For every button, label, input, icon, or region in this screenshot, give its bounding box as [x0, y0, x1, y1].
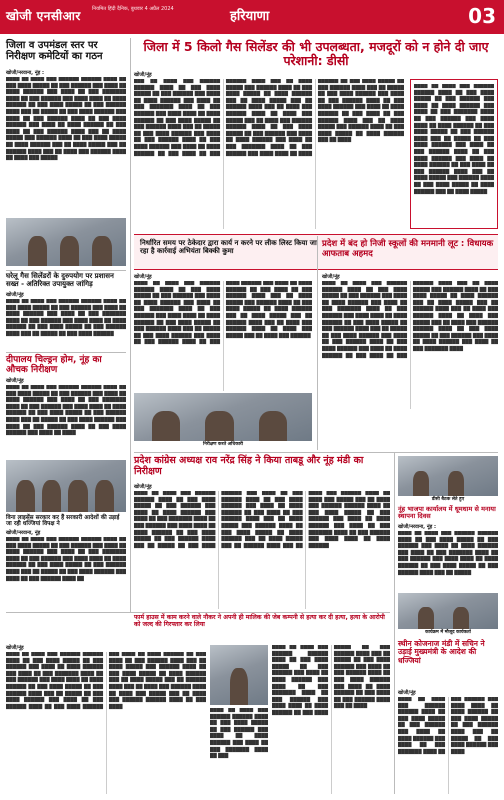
story-headline: प्रदेश कांग्रेस अध्यक्ष राव नरेंद्र सिंह ने किया ताबडू और नूंह मंडी का निरीक्षण [134, 455, 364, 477]
story-body: ████ ██ ████ ███ ██████ ██████ ████ ██ ███ ████ █████ ██ ███ ██████ ███ ████ ██ ████ ██████ ███ ████ ██ ███ ███████ ████ ██ ███ ██████ ███ ████ ████ ██ ████ ██████ ██ ███ ████ █████ ██ ███ ██████ ████ ███ ██ █████ ██ ███ ████ ██████ ███ ████ ██ ███ ██████ ████ ██ ███ ████ ██████ ███ ████ ██ ████ ██████ ██ ███ ████ ██ ███ ██████ ████ ███ ██ ████ █████ ███ ██████ ████ ██ ███ ████ █████ ██ ████ ██████ ███ ██ ████ █████ ███ ██ ██████ ████ ███ ██ ████ ███ ██████ ████ ██ ████ ███ █████ [6, 77, 126, 162]
story-byline: खोजी/नरवाना, नूंह [6, 530, 41, 536]
news-photo [6, 218, 126, 266]
story-body: ████ ██ ████ ███ ██████ ██████ ████ ██ ███ ████ █████ ██ ███ ██████ ███ ████ ██ ████ ██████ ███ ████ ██ ███ ███████ ████ ██ ███ ██████ ███ ████ ████ ██ ████ ██████ ██ ███ ████ █████ ██ ███ ██████ ████ ███ ██ █████ ██ ███ ████ ██████ ███ ████ ██ ███ ██████ ████ ██ [6, 537, 126, 582]
news-photo [6, 460, 126, 512]
story-body: ████ ██ ████ ███ ██████ ██████ ████ ██ ███ ████ █████ ██ ███ ██████ ███ ████ ██ ████ ██████ ███ ████ ██ ███ ███████ ████ ██ ███ ██████ ███ ████ ████ ██ ████ ██████ ██ ███ ████ █████ ██ ███ ██████ ████ ███ ██ █████ ██ ███ ████ ██████ ███ ████ ██ ███ ██████ ████ ██ ███ ████ ██████ ███ ████ ██ ████ [6, 385, 126, 437]
newspaper-logo: खोजी एनसीआर [6, 9, 81, 23]
story-body: ████ ██ ████ ███ ██████ ██████ ████ ██ ███ ████ █████ ██ ███ ██████ ███ ████ ██ ████ ██████ ███ ████ ██ ███ ███████ ████ ██ ███ ██████ ███ ████ ████ ██ ████ ██████ ██ ███ ████ █████ ██ ███ ██████ ████ ███ ██ █████ ██ ███ ████ ██████ ███ ████ ██ ███ ██████ ████ ██ ███ ████ ██████ ███ ████ ██ ████ ██████ ██ ███ ████ ██ ███ ██████ ████ ███ ██ ████ █████ ███ ██████ ████ ██ ███ ████ █████ ██ ████ ██████ ███ ██ ████ █████ [414, 84, 494, 195]
story-body: ████ ██ ████ ███ ██████ ██████ ████ ██ ███ ████ █████ ██ ███ ██████ ███ ████ ██ ████ ██████ ███ ████ ██ ███ ███████ ████ ██ ███ ██████ ███ ████ ████ ██ ████ ██████ ██ ███ ████ █████ ██ ███ ██████ ████ ███ ██ █████ [398, 531, 498, 576]
story-body: ████ ██ ████ ███ ██████ ██████ ████ ██ ███ ████ █████ ██ ███ ██████ ███ ████ ██ ████ ██████ ███ ████ ██ ███ ███████ ████ ██ ███ ██████ ███ ████ ████ ██ ████ ██████ ██ ███ ████ █████ ██ ███ ██████ ████ ███ ██ █████ ██ ███ ████ ██████ ███ ████ ██ ███ ██████ ████ ██ ███ ████ ██████ ███ ████ ██ ████ ██████ ██ ███ ████ ██ ███ ██████ ████ ███ ██ ████ █████ ███ ██████ ████ ██ ███ ████ █████ ██ ████ ██████ ███ ██ ████ █████ ███ ██ ██████ ████ ███ ██ ████ ███ ██████ ████ ██ ████ ███ █████ ███ ██ ████ ███ ██████ ██████ ████ ██ ███ ████ █████ ██ ███ ██████ ███ ████ ██ ████ ██████ ███ ████ ██ ███ ███████ ████ [322, 281, 498, 359]
story-byline: खोजी/नूंह [6, 645, 24, 651]
story-byline: खोजी/नरवाना, नूंह : [6, 70, 44, 76]
story-body: ████ ██ ████ ███ ██████ ██████ ████ ██ ███ ████ █████ ██ ███ ██████ ███ ████ ██ ████ ██████ ███ ████ ██ ███ ███████ ████ ██ ███ ██████ ███ ████ ████ ██ ████ ██████ ██ ███ ████ █████ ██ ███ ██████ ████ ███ ██ █████ ██ ███ ████ ██████ [6, 299, 126, 337]
story-headline: जिला व उपमंडल स्तर पर निरीक्षण कमेटियों का गठन [6, 40, 103, 63]
dateline: नियमित हिंदी दैनिक, बुधवार 4 अप्रैल 2024 [92, 6, 174, 12]
story-headline: फार्म हाउस में काम करने वाले नौकर ने अपनी ही मालिक की जेब कम्पनी से हत्या कर दी हत्या, हत्या के आरोपी को जल्द की गिरफ्तार कर लिया [134, 614, 385, 628]
story-body: ████ ██ ████ ███ ██████ ██████ ████ ██ ███ ████ █████ ██ ███ ██████ ███ ████ ██ ████ ██████ ███ ████ ██ ███ ███████ ████ ██ ███ ██████ ███ ████ ████ ██ ████ ██████ ██ ███ ████ █████ ██ ███ ██████ ████ ███ ██ █████ ██ ███ ████ ██████ ███ ████ [398, 697, 498, 755]
news-photo [210, 645, 268, 705]
photo-caption: निरीक्षण करते अधिकारी [203, 442, 243, 447]
story-byline: खोजी/नूंह [134, 72, 152, 78]
page-number: 03 [468, 4, 496, 28]
story-body: ████ ██ ████ ███ ██████ ██████ ████ ██ ███ ████ █████ ██ ███ ██████ ███ ████ ██ ████ ██████ ███ ████ ██ ███ ███████ ████ ██ ███ ██████ ███ ████ ████ ██ ████ ██████ ██ ███ ████ █████ ██ ███ ██████ ████ ███ ██ █████ ██ ███ ████ ██████ ███ ████ ██ ███ ██████ ████ ██ ███ ████ ██████ ███ ████ ██ ████ ██████ ██ ███ ████ ██ ███ ██████ ████ ███ ██ ████ █████ ███ ██████ ████ ██ ███ ████ █████ ██ ████ ██████ ███ ██ ████ █████ ███ ██ ██████ ████ ███ ██ ████ ███ ██████ ████ ██ ████ ███ █████ ███ ██ ████ ███ ██████ ██████ ████ ██ ███ ████ [6, 652, 206, 710]
photo-caption: डीसी बैठक लेते हुए [431, 497, 465, 502]
story-headline: घरेलू गैस सिलेंडरों के दुरुपयोग पर प्रशासन सख्त - अतिरिक्त उपायुक्त जांगिड़ [6, 272, 114, 288]
masthead [0, 0, 504, 34]
divider [6, 612, 390, 613]
story-body: ████ ██ ████ ███ ██████ ██████ ████ ██ ███ ████ █████ ██ ███ ██████ ███ ████ ██ ████ ██████ ███ ████ ██ ███ ███████ ████ ██ ███ ██████ ███ ████ ████ ██ ████ ██████ ██ ███ ████ █████ ██ ███ ██████ ████ ███ ██ █████ ██ ███ ████ ██████ ███ ████ ██ ███ ██████ ████ ██ ███ ████ ██████ ███ ████ ██ ████ ██████ ██ ███ ████ ██ ███ ██████ ████ ███ ██ ████ [272, 645, 390, 716]
story-headline: निर्धारित समय पर ठेकेदार द्वारा कार्य न करने पर लीक लिस्ट किया जा रहा है कार्रवाई अभियंता बिक्की कुमा [140, 239, 317, 255]
story-byline: खोजी/नूंह [134, 484, 152, 490]
story-byline: खोजी/नूंह [398, 690, 416, 696]
story-byline: खोजी/नूंह [134, 274, 152, 280]
news-photo [398, 593, 498, 629]
story-headline: नूंह भाजपा कार्यालय में धूमधाम से मनाया स्थापना दिवस [398, 505, 496, 521]
story-body: ███ ██ ████ ███ ██████ ██████ ████ ██ ███ ████ █████ ██ ███ ██████ ███ ████ ██ ████ ██████ ███ ████ ██ ███ ███████ ████ ██ ███ ██████ ███ ████ ████ ██ ████ ██████ ██ ███ ████ █████ ██ ███ ██████ ████ ███ ██ █████ ██ ███ ████ ██████ ███ ████ ██ ███ ██████ ████ ██ ███ ████ ██████ ███ ████ ██ ████ ██████ ██ ███ ████ ██ ███ ██████ ████ ███ ██ ████ █████ ███ ██████ ████ ██ ███ ████ █████ ██ ████ ██████ ███ ██ ████ █████ ███ ██ ██████ ████ ███ ██ ████ ███ ██████ ████ ██ ████ ███ █████ ███ ██ ████ ███ ██████ ██████ ████ ██ ███ ████ █████ ██ ███ ██████ ███ ████ ██ ████ ██████ ███ ████ ██ ███ ███████ ████ ██ ███ ██████ ███ ████ ████ ██ ████ ██████ ██ ███ ████ █████ ██ ███ ██████ ████ ███ ██ █████ ██ ███ ████ ██████ ███ ████ ██ ███ ██████ ████ ██ ███ ████ ██████ ███ ████ ██ ████ ██████ ██ ███ ████ ██ ███ ██████ ████ ███ ██ ████ █████ ███ ██████ ████ ██ ███ ████ █████ ██ ████ ██████ ███ ██ ████ [134, 79, 404, 157]
story-headline: स्थीन कोजनाज मंडी में सचिन ने उड़ाई मुख्यमंत्री के आदेश की धज्जियां [398, 639, 485, 665]
story-body: ████ ██ ████ ███ ██████ ██████ ████ ██ ███ ████ █████ ██ ███ ██████ ███ ████ ██ ████ ██████ ███ ████ ██ ███ ███████ ████ ██ ███ [210, 708, 268, 760]
column-rule [130, 38, 131, 612]
news-photo [398, 456, 498, 496]
story-body: ████ ██ ████ ███ ██████ ██████ ████ ██ ███ ████ █████ ██ ███ ██████ ███ ████ ██ ████ ██████ ███ ████ ██ ███ ███████ ████ ██ ███ ██████ ███ ████ ████ ██ ████ ██████ ██ ███ ████ █████ ██ ███ ██████ ████ ███ ██ █████ ██ ███ ████ ██████ ███ ████ ██ ███ ██████ ████ ██ ███ ████ ██████ ███ ████ ██ ████ ██████ ██ ███ ████ ██ ███ ██████ ████ ███ ██ ████ █████ ███ ██████ ████ ██ ███ ████ █████ ██ ████ ██████ ███ ██ ████ █████ ███ ██ ██████ ████ ███ ██ ████ ███ ██████ ████ ██ ████ ███ █████ ███ ██ ████ ███ ██████ [134, 281, 312, 346]
story-body: ████ ██ ████ ███ ██████ ██████ ████ ██ ███ ████ █████ ██ ███ ██████ ███ ████ ██ ████ ██████ ███ ████ ██ ███ ███████ ████ ██ ███ ██████ ███ ████ ████ ██ ████ ██████ ██ ███ ████ █████ ██ ███ ██████ ████ ███ ██ █████ ██ ███ ████ ██████ ███ ████ ██ ███ ██████ ████ ██ ███ ████ ██████ ███ ████ ██ ████ ██████ ██ ███ ████ ██ ███ ██████ ████ ███ ██ ████ █████ ███ ██████ ████ ██ ███ ████ █████ ██ ████ ██████ ███ ██ ████ █████ ███ ██ ██████ ████ ███ ██ ████ ███ ██████ ████ ██ ████ ███ █████ ███ ██ ████ ███ ██████ ██████ ████ ██ ███ ████ █████ ██ ███ ██████ ███ ████ ██ ████ ██████ ███ ████ ██ ███ ███████ ████ ██ ███ ██████ ███ ████ ████ ██ ████ ██████ [134, 491, 390, 549]
story-byline: खोजी/नरवाना, नूंह : [398, 524, 436, 530]
story-byline: खोजी/नूंह [6, 292, 24, 298]
divider [134, 452, 498, 453]
divider [6, 270, 126, 271]
column-rule [394, 452, 395, 794]
story-byline: खोजी/नूंह [6, 378, 24, 384]
news-photo [134, 393, 312, 441]
story-headline: दीपालय चिल्ड्रन होम, नूंह का औचक निरीक्षण [6, 355, 102, 376]
photo-caption: कार्यक्रम में मौजूद कार्यकर्ता [425, 630, 471, 635]
column-rule [317, 236, 318, 450]
lead-headline: जिला में 5 किलो गैस सिलेंडर की भी उपलब्धता, मजदूरों को न होने दी जाए परेशानी: डीसी [143, 39, 489, 68]
story-headline: विना लाइसेंस सरकार कर हैं सरकारी आदेशों की उड़ाई जा रही धज्जियां विपक्ष ने [6, 515, 120, 528]
divider [6, 352, 126, 353]
story-byline: खोजी/नूंह [322, 274, 340, 280]
section-title: हरियाणा [230, 9, 270, 24]
story-headline: प्रदेश में बंद हो निजी स्कूलों की मनमानी लूट : विधायक आफताब अहमद [322, 239, 494, 259]
